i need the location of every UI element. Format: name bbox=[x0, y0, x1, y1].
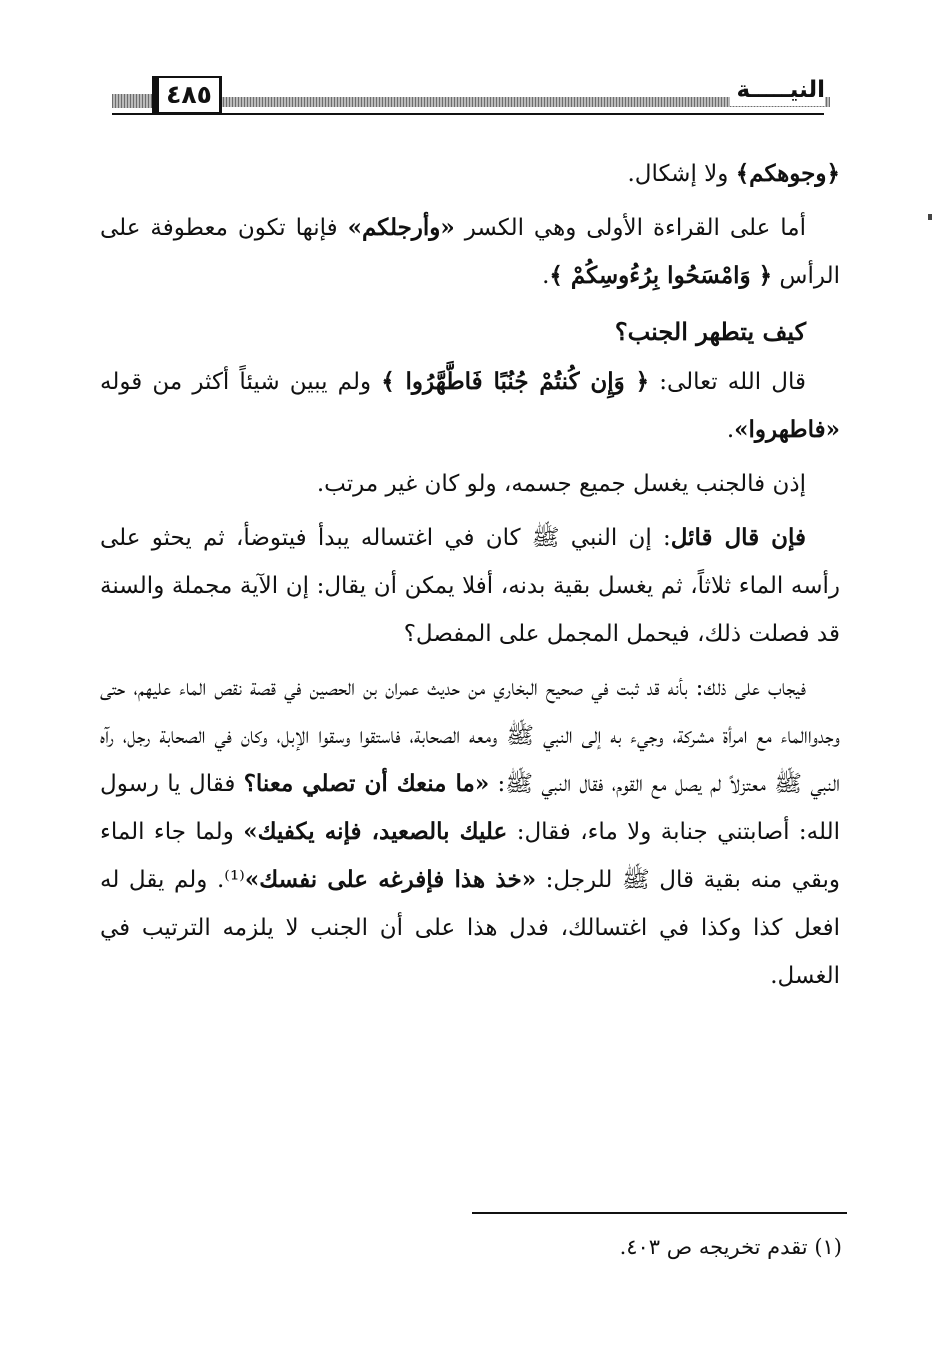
paragraph bbox=[100, 460, 840, 508]
page-number: ٤٨٥ bbox=[152, 76, 222, 114]
page-header bbox=[0, 0, 935, 130]
bold-text: ﴿وجوهكم﴾ bbox=[735, 160, 840, 187]
text-run: ولما جاء الماء وبقي منه بقية قال ﷺ للرجل: bbox=[100, 819, 840, 893]
bold-text: ﴿ وَامْسَحُوا بِرُءُوسِكُمْ ﴾ bbox=[549, 262, 773, 289]
paragraph bbox=[100, 358, 840, 454]
bold-text: ﴿ وَإِن كُنتُمْ جُنُبًا فَاطَّهَّرُوا ﴾ bbox=[381, 368, 650, 395]
text-run: أما على القراءة الأولى وهي الكسر bbox=[454, 215, 807, 241]
scan-speck bbox=[928, 214, 932, 220]
bold-text: كيف يتطهر الجنب؟ bbox=[614, 317, 806, 346]
paragraph bbox=[100, 514, 840, 658]
text-run: فإنها تكون معطوفة على الرأس bbox=[100, 215, 840, 289]
text-run: إذن فالجنب يغسل جميع جسمه، ولو كان غير مرتب. bbox=[316, 471, 806, 497]
text-run: . bbox=[726, 417, 735, 443]
text-run: ولم يبين شيئاً أكثر من قوله bbox=[100, 369, 382, 395]
paragraph bbox=[100, 204, 840, 300]
text-run: ⁽¹⁾. bbox=[216, 867, 245, 893]
bold-text: عليك بالصعيد، فإنه يكفيك» bbox=[243, 818, 508, 845]
bold-text: فإن قال قائل bbox=[670, 524, 806, 551]
text-run: . bbox=[542, 263, 550, 289]
bold-text: «وأرجلكم» bbox=[347, 214, 455, 241]
bold-text: «ما منعك أن تصلي معنا؟ bbox=[243, 770, 490, 797]
footnote-rule bbox=[472, 1212, 847, 1214]
paragraph bbox=[100, 150, 840, 198]
text-run: فقال يا رسول الله: أصابتني جنابة ولا ماء، فقال: bbox=[100, 771, 840, 845]
text-run: : إن النبي ﷺ كان في اغتساله يبدأ فيتوضأ، ثم يحثو على رأسه الماء ثلاثاً، ثم يغسل بقية بدنه، أفلا يمكن أن يقال: إن الآية مجملة والسنة قد فصلت ذلك، فيحمل المجمل على المفصل؟ bbox=[100, 525, 840, 647]
chapter-title: النيـــــة bbox=[730, 74, 825, 106]
bold-text: «خذ هذا فإفرغه على نفسك» bbox=[244, 866, 537, 893]
text-run: ولا إشكال. bbox=[627, 161, 736, 187]
paragraph bbox=[100, 664, 840, 1000]
text-run: قال الله تعالى: bbox=[649, 369, 806, 395]
text-run: ولم يقل له افعل كذا وكذا في اغتسالك، فدل هذا على أن الجنب لا يلزمه الترتيب في الغسل. bbox=[100, 867, 840, 989]
footnote: (١) تقدم تخريجه ص ٤٠٣. bbox=[619, 1235, 842, 1259]
bold-text: «فاطهروا» bbox=[734, 416, 840, 443]
section-heading bbox=[100, 306, 840, 358]
main-text bbox=[100, 150, 840, 1006]
text-run: فيجاب على ذلك: بأنه قد ثبت في صحيح البخاري من حديث عمران بن الحصين في قصة نقص الماء عليهم، حتى وجدواالماء مع امرأة مشركة، وجيء به إلى النبي ﷺ ومعه الصحابة، فاستقوا وسقوا الإبل، وكان في الصحابة رجل، رآه النبي ﷺ معتزلاً لم يصل مع القوم، فقال النبي ﷺ: bbox=[100, 675, 840, 797]
